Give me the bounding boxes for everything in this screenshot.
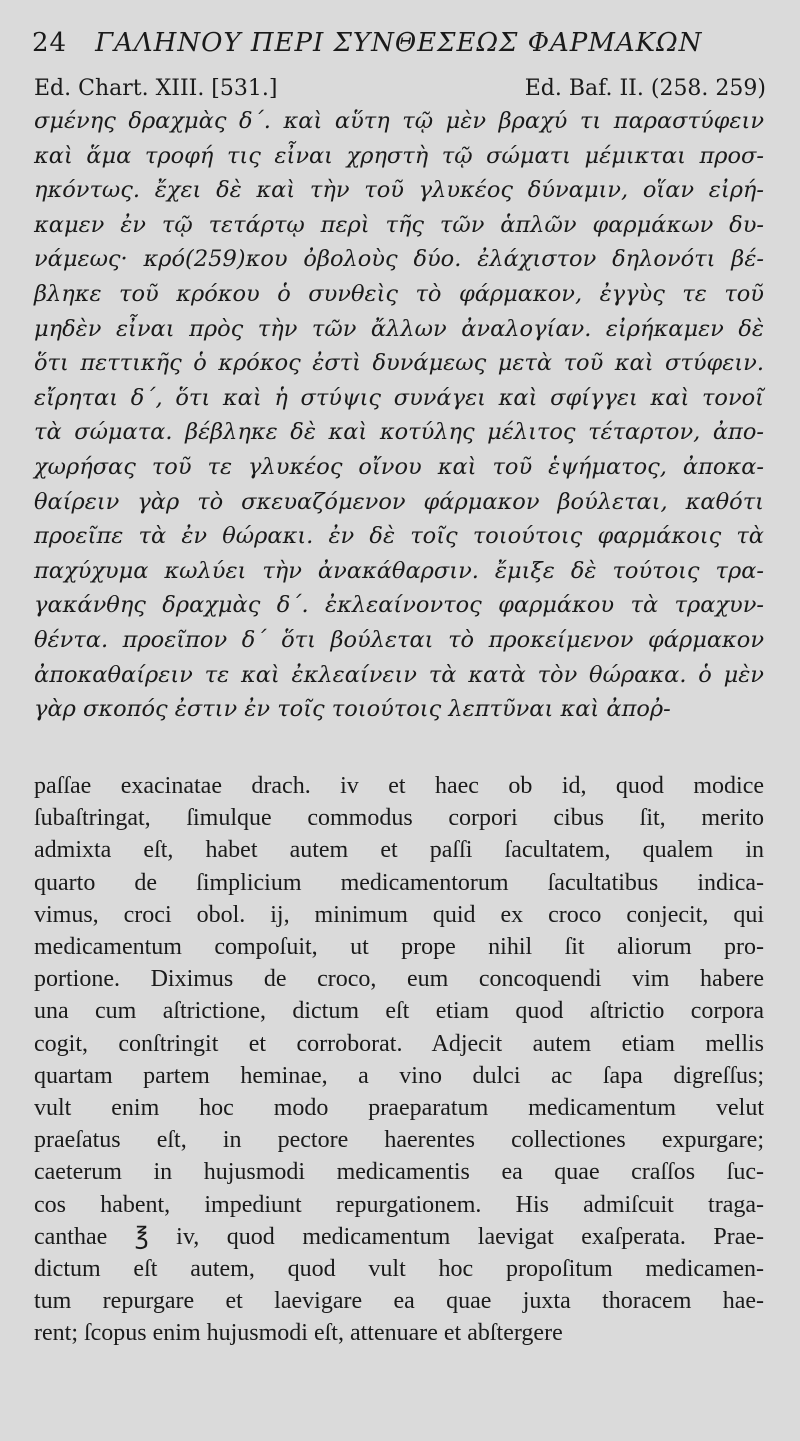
- greek-text-line: ηκόντως. ἔχει δὲ καὶ τὴν τοῦ γλυκέος δύναμιν, οἵαν εἰρή-: [34, 177, 764, 204]
- latin-text-line: portione. Diximus de croco, eum concoquendi vim habere: [34, 966, 764, 993]
- edition-references: [34, 76, 766, 101]
- greek-text-line: χωρήσας τοῦ τε γλυκέος οἴνου καὶ τοῦ ἑψήματος, ἀποκα-: [34, 453, 764, 480]
- greek-text-line: γακάνθης δραχμὰς δ΄. ἐκλεαίνοντος φαρμάκου τὰ τραχυν-: [34, 592, 764, 619]
- latin-text-line: paſſae exacinatae drach. iv et haec ob id, quod modice: [34, 773, 764, 799]
- latin-text-line: cos habent, impediunt repurgationem. His admiſcuit traga-: [34, 1191, 764, 1218]
- greek-text-line: θαίρειν γὰρ τὸ σκευαζόμενον φάρμακον βούλεται, καθότι: [34, 488, 764, 515]
- greek-text-line: εἴρηται δ΄, ὅτι καὶ ἡ στύψις συνάγει καὶ σφίγγει καὶ τονοῖ: [34, 384, 764, 411]
- latin-text-line: medicamentum compoſuit, ut prope nihil ſit aliorum pro-: [34, 934, 764, 961]
- latin-text-line: tum repurgare et laevigare ea quae juxta thoracem hae-: [34, 1288, 764, 1315]
- greek-text-line: τὰ σώματα. βέβληκε δὲ καὶ κοτύλης μέλιτος τέταρτον, ἀπο-: [34, 419, 764, 446]
- greek-text-line: θέντα. προεῖπον δ΄ ὅτι βούλεται τὸ προκείμενον φάρμακον: [34, 626, 764, 653]
- greek-text-line: μηδὲν εἶναι πρὸς τὴν τῶν ἄλλων ἀναλογίαν. εἰρήκαμεν δὲ: [34, 315, 764, 342]
- greek-text-line: ὅτι πεττικῆς ὁ κρόκος ἐστὶ δυνάμεως μετὰ τοῦ καὶ στύφειν.: [34, 350, 764, 377]
- latin-text-line: cogit, conſtringit et corroborat. Adjecit autem etiam mellis: [34, 1030, 764, 1057]
- latin-text-line: praeſatus eſt, in pectore haerentes collectiones expurgare;: [34, 1127, 764, 1154]
- latin-text-block: [34, 770, 764, 1350]
- running-title: ΓΑΛΗΝΟΥ ΠΕΡΙ ΣΥΝΘΕΣΕΩΣ ΦΑΡΜΑΚΩΝ: [95, 28, 703, 58]
- edition-right: Ed. Baf. II. (258. 259): [524, 76, 766, 101]
- greek-text-line: παχύχυμα κωλύει τὴν ἀνακάθαρσιν. ἔμιξε δὲ τούτοις τρα-: [34, 557, 764, 584]
- latin-text-line: caeterum in hujusmodi medicamentis ea quae craſſos ſuc-: [34, 1159, 764, 1186]
- latin-text-line: quarto de ſimplicium medicamentorum ſacultatibus indica-: [34, 869, 764, 896]
- latin-text-line: canthae ℥ iv, quod medicamentum laevigat exaſperata. Prae-: [34, 1223, 764, 1250]
- edition-left: Ed. Chart. XIII. [531.]: [34, 76, 278, 101]
- greek-text-line: νάμεως· κρό(259)κου ὀβολοὺς δύο. ἐλάχιστον δηλονότι βέ-: [34, 246, 764, 273]
- page-number: 24: [32, 28, 68, 58]
- latin-text-line: una cum aſtrictione, dictum eſt etiam quod aſtrictio corpora: [34, 998, 764, 1025]
- greek-text-line: βληκε τοῦ κρόκου ὁ συνθεὶς τὸ φάρμακον, ἐγγὺς τε τοῦ: [34, 280, 764, 307]
- greek-text-line: καὶ ἅμα τροφή τις εἶναι χρηστὴ τῷ σώματι μέμικται προσ-: [34, 142, 764, 169]
- running-header: [32, 28, 772, 68]
- latin-text-line: vult enim hoc modo praeparatum medicamentum velut: [34, 1095, 764, 1122]
- greek-text-line: καμεν ἐν τῷ τετάρτῳ περὶ τῆς τῶν ἁπλῶν φαρμάκων δυ-: [34, 211, 764, 238]
- latin-text-line: vimus, croci obol. ij, minimum quid ex croco conjecit, qui: [34, 901, 764, 928]
- greek-text-line: σμένης δραχμὰς δ΄. καὶ αὕτη τῷ μὲν βραχύ τι παραστύφειν: [34, 108, 764, 134]
- latin-text-line: rent; ſcopus enim hujusmodi eſt, attenuare et abſtergere: [34, 1320, 563, 1347]
- greek-text-line: γὰρ σκοπός ἐστιν ἐν τοῖς τοιούτοις λεπτῦναι καὶ ἀποῤ-: [34, 696, 671, 723]
- greek-text-line: ἀποκαθαίρειν τε καὶ ἐκλεαίνειν τὰ κατὰ τὸν θώρακα. ὁ μὲν: [34, 661, 764, 688]
- latin-text-line: dictum eſt autem, quod vult hoc propoſitum medicamen-: [34, 1256, 764, 1283]
- greek-text-block: [34, 104, 764, 727]
- latin-text-line: admixta eſt, habet autem et paſſi ſacultatem, qualem in: [34, 837, 764, 864]
- greek-text-line: προεῖπε τὰ ἐν θώρακι. ἐν δὲ τοῖς τοιούτοις φαρμάκοις τὰ: [34, 523, 764, 550]
- latin-text-line: ſubaſtringat, ſimulque commodus corpori cibus ſit, merito: [34, 805, 764, 832]
- latin-text-line: quartam partem heminae, a vino dulci ac ſapa digreſſus;: [34, 1062, 764, 1089]
